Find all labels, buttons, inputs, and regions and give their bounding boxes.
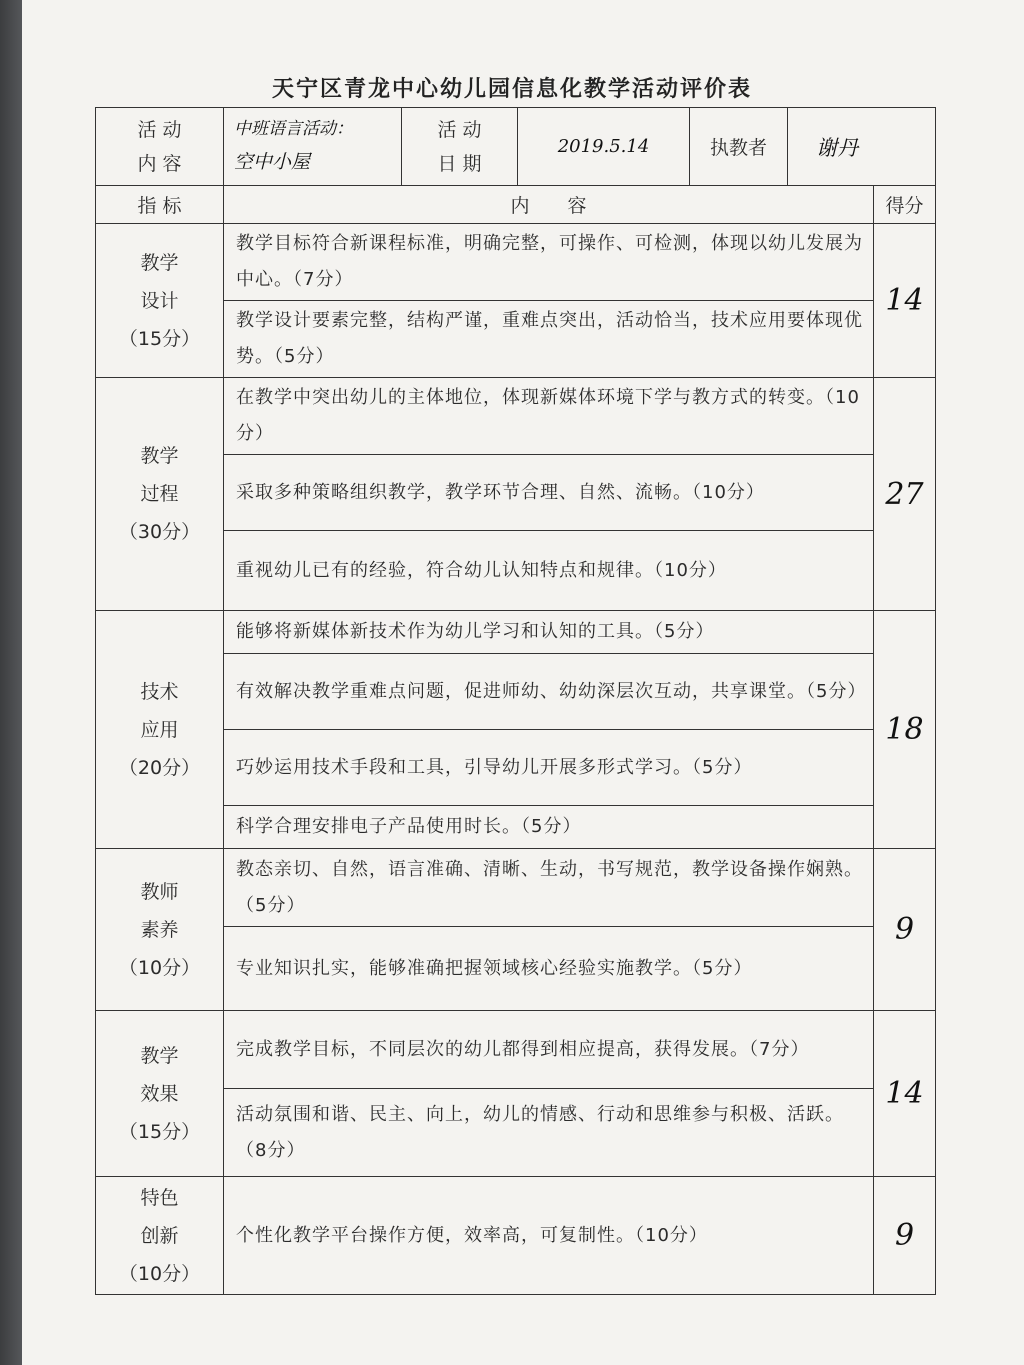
indicator-technology: 技术 应用 （20分） xyxy=(96,611,224,849)
table-row xyxy=(96,378,936,455)
col-indicator-header: 指 标 xyxy=(96,186,224,224)
criterion-item: 能够将新媒体新技术作为幼儿学习和认知的工具。（5分） xyxy=(224,611,874,654)
score-effect: 14 xyxy=(874,1011,936,1177)
table-row xyxy=(96,611,936,654)
form-title: 天宁区青龙中心幼儿园信息化教学活动评价表 xyxy=(271,76,752,102)
table-row xyxy=(96,1177,936,1295)
table-row xyxy=(96,1011,936,1089)
score-process: 27 xyxy=(874,378,936,611)
activity-content-line2: 空中小屋 xyxy=(234,150,311,173)
activity-content-line1: 中班语言活动： xyxy=(234,118,353,139)
criterion-item: 重视幼儿已有的经验，符合幼儿认知特点和规律。（10分） xyxy=(224,531,874,611)
background-edge xyxy=(0,0,22,1365)
criterion-item: 教学目标符合新课程标准，明确完整，可操作、可检测，体现以幼儿发展为中心。（7分） xyxy=(224,224,874,301)
activity-content-label: 活 动 内 容 xyxy=(96,108,224,186)
activity-date-value: 2019.5.14 xyxy=(518,108,690,186)
indicator-teacher: 教师 素养 （10分） xyxy=(96,849,224,1011)
activity-date-label: 活 动 日 期 xyxy=(402,108,518,186)
col-content-header: 内 容 xyxy=(224,186,874,224)
teacher-label: 执教者 xyxy=(690,108,788,186)
evaluation-table xyxy=(95,107,936,1295)
score-innovation: 9 xyxy=(874,1177,936,1295)
criterion-item: 个性化教学平台操作方便，效率高，可复制性。（10分） xyxy=(224,1177,874,1295)
column-header-row xyxy=(96,186,936,224)
criterion-item: 教态亲切、自然，语言准确、清晰、生动，书写规范，教学设备操作娴熟。（5分） xyxy=(224,849,874,927)
criterion-item: 专业知识扎实，能够准确把握领域核心经验实施教学。（5分） xyxy=(224,927,874,1011)
score-technology: 18 xyxy=(874,611,936,849)
indicator-innovation: 特色 创新 （10分） xyxy=(96,1177,224,1295)
criterion-item: 在教学中突出幼儿的主体地位，体现新媒体环境下学与教方式的转变。（10分） xyxy=(224,378,874,455)
score-design: 14 xyxy=(874,224,936,378)
table-row xyxy=(96,849,936,927)
criterion-item: 采取多种策略组织教学，教学环节合理、自然、流畅。（10分） xyxy=(224,455,874,531)
indicator-process: 教学 过程 （30分） xyxy=(96,378,224,611)
table-row xyxy=(96,224,936,301)
indicator-design: 教学 设计 （15分） xyxy=(96,224,224,378)
criterion-item: 完成教学目标，不同层次的幼儿都得到相应提高，获得发展。（7分） xyxy=(224,1011,874,1089)
criterion-item: 活动氛围和谐、民主、向上，幼儿的情感、行动和思维参与积极、活跃。（8分） xyxy=(224,1089,874,1177)
criterion-item: 科学合理安排电子产品使用时长。（5分） xyxy=(224,806,874,849)
activity-content-value xyxy=(224,108,402,186)
col-score-header: 得分 xyxy=(874,186,936,224)
criterion-item: 有效解决教学重难点问题，促进师幼、幼幼深层次互动，共享课堂。（5分） xyxy=(224,654,874,730)
teacher-value: 谢丹 xyxy=(788,108,936,186)
info-row xyxy=(96,108,936,186)
criterion-item: 巧妙运用技术手段和工具，引导幼儿开展多形式学习。（5分） xyxy=(224,730,874,806)
criterion-item: 教学设计要素完整，结构严谨，重难点突出，活动恰当，技术应用要体现优势。（5分） xyxy=(224,301,874,378)
score-teacher: 9 xyxy=(874,849,936,1011)
indicator-effect: 教学 效果 （15分） xyxy=(96,1011,224,1177)
